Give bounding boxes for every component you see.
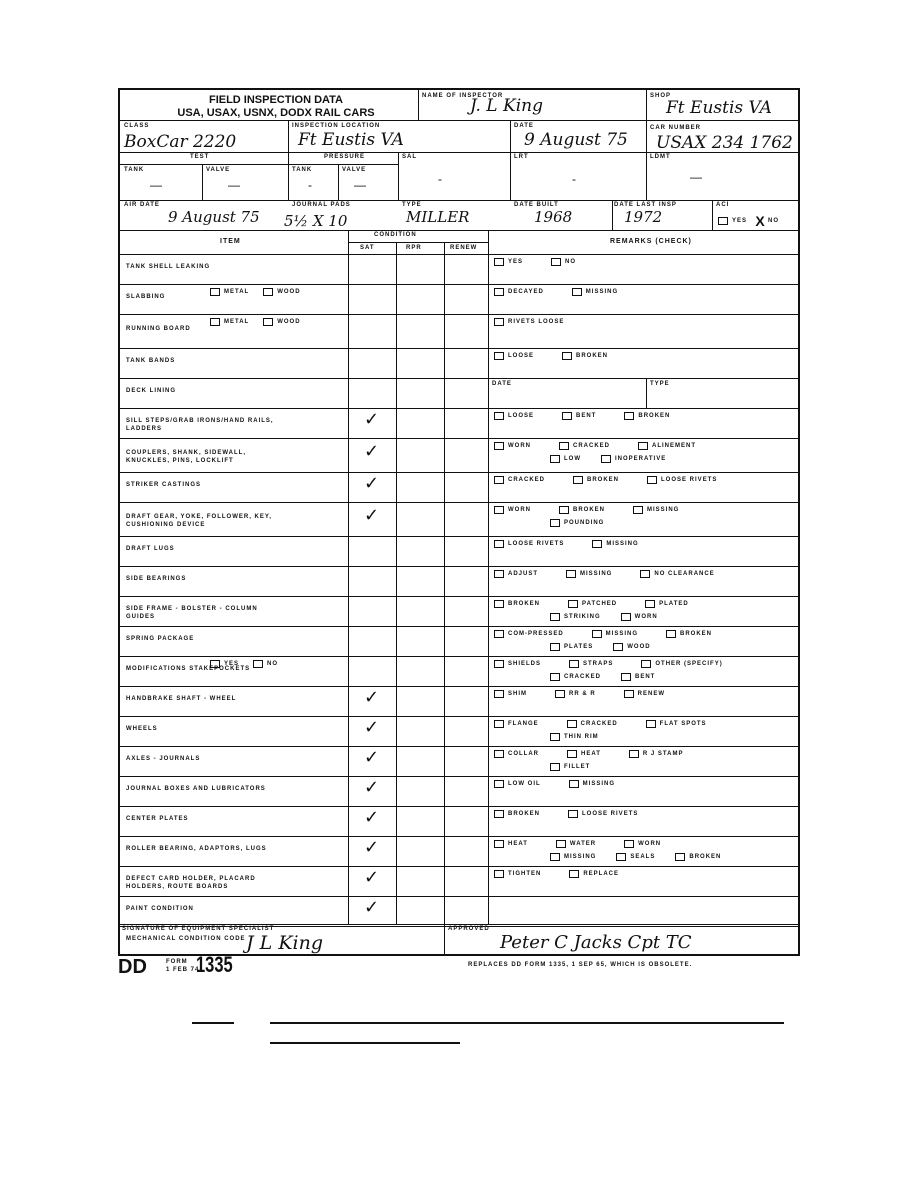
remark-label: YES [508, 259, 524, 265]
inspector-label: NAME OF INSPECTOR [422, 93, 504, 99]
remark-checkbox[interactable] [550, 763, 560, 771]
remark-label: STRAPS [583, 661, 614, 667]
remark-checkbox[interactable] [573, 476, 583, 484]
remark-checkbox[interactable] [494, 318, 504, 326]
specialist-label: SIGNATURE OF EQUIPMENT SPECIALIST [122, 926, 275, 932]
remark-label: SEALS [630, 854, 656, 860]
remark-label: HEAT [581, 751, 601, 757]
remark-label: HEAT [508, 841, 528, 847]
remark-label: BROKEN [576, 353, 609, 359]
remark-checkbox[interactable] [494, 540, 504, 548]
remark-checkbox[interactable] [559, 506, 569, 514]
remark-checkbox[interactable] [613, 643, 623, 651]
row-item-options [210, 660, 278, 668]
dd-mark: DD [118, 956, 147, 978]
remark-label: BROKEN [508, 601, 541, 607]
remark-checkbox[interactable] [494, 690, 504, 698]
sat-check-mark[interactable]: ✓ [364, 441, 380, 462]
item-option-label: METAL [224, 319, 250, 325]
row-remarks [550, 673, 655, 681]
row-remarks [494, 352, 608, 360]
shop-label: SHOP [650, 93, 672, 99]
sat-check-mark[interactable]: ✓ [364, 505, 380, 526]
replaces-note: REPLACES DD FORM 1335, 1 SEP 65, WHICH IS OBSOLETE. [468, 962, 693, 968]
date-built-label: DATE BUILT [514, 202, 559, 208]
remark-label: RENEW [637, 691, 666, 697]
remark-checkbox[interactable] [592, 540, 602, 548]
item-option-label: WOOD [277, 289, 301, 295]
remarks-header: REMARKS (CHECK) [610, 238, 692, 245]
remark-label: FILLET [564, 764, 591, 770]
remark-label: COM-PRESSED [508, 631, 564, 637]
underline-short [192, 1022, 234, 1024]
row-item-label: COUPLERS, SHANK, SIDEWALL, KNUCKLES, PINS, LOCKLIFT [126, 450, 247, 464]
ldmt-value[interactable]: — [690, 170, 702, 184]
remark-checkbox[interactable] [559, 442, 569, 450]
remark-checkbox[interactable] [624, 840, 634, 848]
remark-checkbox[interactable] [494, 288, 504, 296]
row-item-label: DRAFT LUGS [126, 546, 175, 552]
remark-checkbox[interactable] [616, 853, 626, 861]
row-item-label: RUNNING BOARD [126, 326, 191, 332]
remark-checkbox[interactable] [641, 660, 651, 668]
remark-checkbox[interactable] [647, 476, 657, 484]
date-built-value[interactable]: 1968 [534, 208, 573, 226]
test-valve-label: VALVE [206, 167, 231, 173]
sat-check-mark[interactable]: ✓ [364, 777, 380, 798]
remark-label: TIGHTEN [508, 871, 542, 877]
remark-label: COLLAR [508, 751, 539, 757]
remark-checkbox[interactable] [568, 810, 578, 818]
lrt-label: LRT [514, 154, 529, 160]
row-item-label: SILL STEPS/GRAB IRONS/HAND RAILS, LADDERS [126, 418, 274, 432]
underline-long [270, 1022, 784, 1024]
remark-checkbox[interactable] [592, 630, 602, 638]
row-item-label: SPRING PACKAGE [126, 636, 195, 642]
row-remarks [494, 258, 576, 266]
date-last-insp-label: DATE LAST INSP [614, 202, 677, 208]
row-item-label: AXLES - JOURNALS [126, 756, 201, 762]
remark-checkbox[interactable] [567, 720, 577, 728]
item-option-checkbox[interactable] [210, 288, 220, 296]
inspector-value[interactable]: J. L King [470, 96, 543, 116]
remark-checkbox[interactable] [550, 519, 560, 527]
remark-checkbox[interactable] [566, 570, 576, 578]
remark-label: WORN [638, 841, 662, 847]
row-item-label: MECHANICAL CONDITION CODE [126, 936, 246, 942]
remark-checkbox[interactable] [555, 690, 565, 698]
remark-label: BROKEN [638, 413, 671, 419]
remark-label: ALINEMENT [652, 443, 696, 449]
remark-label: SHIELDS [508, 661, 542, 667]
row-item-label: WHEELS [126, 726, 158, 732]
row-remarks [494, 750, 683, 758]
remark-label: LOOSE RIVETS [661, 477, 718, 483]
remark-checkbox[interactable] [494, 570, 504, 578]
row-item-label: DECK LINING [126, 388, 176, 394]
row-item-label: PAINT CONDITION [126, 906, 194, 912]
remark-label: PLATES [564, 644, 594, 650]
row-item-label: SLABBING [126, 294, 166, 300]
item-header: ITEM [220, 238, 241, 245]
row-remarks [494, 506, 679, 514]
remark-label: MISSING [585, 289, 619, 295]
row-remarks [494, 660, 723, 668]
remark-checkbox[interactable] [494, 720, 504, 728]
remark-label: PATCHED [582, 601, 618, 607]
remark-checkbox[interactable] [494, 630, 504, 638]
remark-label: MISSING [582, 781, 616, 787]
remark-label: NO CLEARANCE [654, 571, 715, 577]
form-number: 1335 [196, 952, 233, 977]
sat-check-mark[interactable]: ✓ [364, 897, 380, 918]
form-title [140, 94, 412, 120]
remark-checkbox[interactable] [550, 853, 560, 861]
test-tank-label: TANK [124, 167, 145, 173]
car-number-value[interactable]: USAX 234 1762 [656, 133, 793, 153]
remark-checkbox[interactable] [550, 455, 560, 463]
location-value[interactable]: Ft Eustis VA [298, 130, 404, 150]
pressure-valve-label: VALVE [342, 167, 367, 173]
row-item-label: JOURNAL BOXES AND LUBRICATORS [126, 786, 266, 792]
remark-checkbox[interactable] [494, 442, 504, 450]
row-remarks [494, 720, 707, 728]
sat-check-mark[interactable]: ✓ [364, 747, 380, 768]
remark-label: FLAT SPOTS [659, 721, 707, 727]
remark-label: LOOSE RIVETS [508, 541, 565, 547]
item-option-label: YES [224, 661, 240, 667]
row-remarks [550, 519, 604, 527]
remark-label: R J STAMP [642, 751, 684, 757]
remark-checkbox[interactable] [562, 412, 572, 420]
remark-checkbox[interactable] [638, 442, 648, 450]
aci-yes-label: YES [732, 218, 748, 224]
remark-checkbox[interactable] [621, 673, 631, 681]
remark-checkbox[interactable] [494, 870, 504, 878]
row-remarks [550, 763, 590, 771]
date-last-insp-value[interactable]: 1972 [624, 208, 663, 226]
rpr-header: RPR [406, 245, 422, 251]
remark-checkbox[interactable] [556, 840, 566, 848]
sal-value[interactable]: - [438, 172, 442, 186]
type-label: TYPE [402, 202, 422, 208]
remark-checkbox[interactable] [494, 506, 504, 514]
aci-no-label: NO [768, 218, 780, 224]
remark-label: BROKEN [508, 811, 541, 817]
remark-label: OTHER (SPECIFY) [655, 661, 723, 667]
remark-checkbox[interactable] [494, 750, 504, 758]
row-item-label: SIDE FRAME - BOLSTER - COLUMN GUIDES [126, 606, 258, 620]
remark-label: BROKEN [689, 854, 722, 860]
row-remarks [494, 870, 619, 878]
sat-check-mark[interactable]: ✓ [364, 717, 380, 738]
remark-checkbox[interactable] [494, 600, 504, 608]
row-remarks [550, 733, 599, 741]
aci-options [718, 213, 780, 229]
remark-label: BENT [576, 413, 597, 419]
row-item-label: SIDE BEARINGS [126, 576, 187, 582]
remark-checkbox[interactable] [645, 600, 655, 608]
class-value[interactable]: BoxCar 2220 [124, 132, 237, 152]
remark-checkbox[interactable] [624, 690, 634, 698]
remark-label: SHIM [508, 691, 527, 697]
class-label: CLASS [124, 123, 150, 129]
row-remarks [494, 630, 712, 638]
date-label: DATE [514, 123, 534, 129]
remark-checkbox[interactable] [629, 750, 639, 758]
remark-label: POUNDING [564, 520, 605, 526]
pressure-tank-label: TANK [292, 167, 313, 173]
remark-checkbox[interactable] [562, 352, 572, 360]
remark-checkbox[interactable] [550, 613, 560, 621]
row-remarks [494, 780, 615, 788]
type-value[interactable]: MILLER [406, 208, 470, 226]
row-item-label: CENTER PLATES [126, 816, 189, 822]
remark-checkbox[interactable] [640, 570, 650, 578]
row-remarks [494, 690, 665, 698]
remark-label: WORN [508, 507, 531, 513]
row-remarks [494, 412, 670, 420]
row-item-label: DEFECT CARD HOLDER, PLACARD HOLDERS, ROUTE BOARDS [126, 876, 256, 890]
remark-label: BROKEN [587, 477, 620, 483]
test-valve-value[interactable]: — [228, 178, 240, 192]
remark-label: REPLACE [583, 871, 620, 877]
location-label: INSPECTION LOCATION [292, 123, 381, 129]
remark-checkbox[interactable] [550, 673, 560, 681]
inspection-form [118, 88, 800, 956]
row-remarks [550, 455, 666, 463]
row-remarks [494, 318, 564, 326]
item-option-label: METAL [224, 289, 250, 295]
condition-header: CONDITION [374, 232, 417, 238]
sal-label: SAL [402, 154, 417, 160]
journal-pads-value[interactable]: 5½ X 10 [284, 212, 348, 230]
remark-checkbox[interactable] [633, 506, 643, 514]
row-item-label: STRIKER CASTINGS [126, 482, 202, 488]
deck-lining-type-label: TYPE [650, 381, 670, 387]
remark-label: MISSING [606, 541, 639, 547]
remark-label: RIVETS LOOSE [508, 319, 565, 325]
sat-check-mark[interactable]: ✓ [364, 837, 380, 858]
remark-checkbox[interactable] [550, 643, 560, 651]
item-option-label: NO [267, 661, 279, 667]
remark-checkbox[interactable] [646, 720, 656, 728]
shop-value[interactable]: Ft Eustis VA [666, 98, 772, 118]
remark-label: CRACKED [508, 477, 545, 483]
row-item-label: DRAFT GEAR, YOKE, FOLLOWER, KEY, CUSHIONING DEVICE [126, 514, 272, 528]
remark-checkbox[interactable] [494, 810, 504, 818]
row-remarks [494, 810, 638, 818]
remark-checkbox[interactable] [494, 476, 504, 484]
remark-checkbox[interactable] [666, 630, 676, 638]
form-title-line1: FIELD INSPECTION DATA [208, 94, 344, 106]
test-tank-value[interactable]: — [150, 178, 162, 192]
renew-header: RENEW [450, 245, 478, 251]
aci-no-checkbox[interactable]: X [755, 213, 766, 229]
row-item-label: ROLLER BEARING, ADAPTORS, LUGS [126, 846, 267, 852]
row-remarks [494, 840, 661, 848]
row-remarks [494, 476, 717, 484]
remark-checkbox[interactable] [624, 412, 634, 420]
row-item-options [210, 318, 301, 326]
underline-second [270, 1042, 460, 1044]
lrt-value[interactable]: - [572, 172, 576, 186]
ldmt-label: LDMT [650, 154, 671, 160]
row-remarks [494, 570, 715, 578]
row-remarks [494, 288, 618, 296]
row-remarks [550, 643, 651, 651]
remark-label: BROKEN [680, 631, 713, 637]
item-option-checkbox[interactable] [210, 318, 220, 326]
row-remarks [494, 600, 689, 608]
remark-label: BROKEN [573, 507, 606, 513]
journal-pads-label: JOURNAL PADS [292, 202, 351, 208]
remark-checkbox[interactable] [494, 780, 504, 788]
remark-label: PLATED [659, 601, 689, 607]
remark-checkbox[interactable] [572, 288, 582, 296]
remark-checkbox[interactable] [551, 258, 561, 266]
remark-label: RR & R [569, 691, 596, 697]
approved-signature[interactable]: Peter C Jacks Cpt TC [500, 932, 692, 953]
remark-checkbox[interactable] [550, 733, 560, 741]
item-option-checkbox[interactable] [263, 318, 273, 326]
row-item-label: TANK BANDS [126, 358, 176, 364]
specialist-signature[interactable]: J L King [246, 932, 323, 954]
row-item-label: HANDBRAKE SHAFT - WHEEL [126, 696, 237, 702]
remark-label: WATER [569, 841, 597, 847]
remark-label: NO [565, 259, 577, 265]
remark-label: WOOD [627, 644, 651, 650]
remark-checkbox[interactable] [568, 600, 578, 608]
sat-header: SAT [360, 245, 375, 251]
item-option-checkbox[interactable] [253, 660, 263, 668]
remark-label: LOW OIL [508, 781, 541, 787]
pressure-label: PRESSURE [324, 154, 366, 160]
remark-label: LOOSE RIVETS [582, 811, 639, 817]
remark-checkbox[interactable] [675, 853, 685, 861]
remark-label: LOOSE [508, 353, 535, 359]
remark-checkbox[interactable] [494, 412, 504, 420]
remark-checkbox[interactable] [569, 660, 579, 668]
sat-check-mark[interactable]: ✓ [364, 409, 380, 430]
item-option-label: WOOD [277, 319, 301, 325]
approved-label: APPROVED [448, 926, 490, 932]
remark-label: BENT [635, 674, 656, 680]
row-remarks [494, 540, 639, 548]
remark-label: FLANGE [508, 721, 539, 727]
air-date-label: AIR DATE [124, 202, 160, 208]
remark-checkbox[interactable] [601, 455, 611, 463]
remark-label: CRACKED [564, 674, 601, 680]
remark-label: MISSING [580, 571, 613, 577]
deck-lining-date-label: DATE [492, 381, 512, 387]
remark-label: THIN RIM [564, 734, 599, 740]
item-option-checkbox[interactable] [210, 660, 220, 668]
date-value[interactable]: 9 August 75 [524, 130, 628, 150]
row-item-label: TANK SHELL LEAKING [126, 264, 211, 270]
form-info [166, 958, 199, 974]
remark-checkbox[interactable] [494, 352, 504, 360]
remark-label: WORN [508, 443, 531, 449]
sat-check-mark[interactable]: ✓ [364, 473, 380, 494]
remark-checkbox[interactable] [567, 750, 577, 758]
remark-label: LOOSE [508, 413, 535, 419]
remark-label: ADJUST [508, 571, 539, 577]
row-remarks [494, 442, 696, 450]
sat-check-mark[interactable]: ✓ [364, 807, 380, 828]
form-title-line2: USA, USAX, USNX, DODX RAIL CARS [177, 107, 375, 119]
aci-label: ACI [716, 202, 730, 208]
row-item-options [210, 288, 301, 296]
remark-checkbox[interactable] [621, 613, 631, 621]
form-word: FORM [166, 959, 188, 965]
pressure-tank-value[interactable]: - [308, 178, 312, 192]
remark-checkbox[interactable] [494, 660, 504, 668]
remark-label: MISSING [605, 631, 639, 637]
remark-label: MISSING [647, 507, 680, 513]
aci-yes-checkbox[interactable] [718, 217, 728, 225]
remark-checkbox[interactable] [494, 258, 504, 266]
sat-check-mark[interactable]: ✓ [364, 687, 380, 708]
row-remarks [550, 613, 658, 621]
form-date: 1 FEB 74 [166, 967, 200, 973]
remark-label: CRACKED [580, 721, 618, 727]
test-label: TEST [190, 154, 210, 160]
item-option-checkbox[interactable] [263, 288, 273, 296]
remark-label: WORN [634, 614, 658, 620]
remark-label: INOPERATIVE [615, 456, 667, 462]
row-remarks [550, 853, 721, 861]
sat-check-mark[interactable]: ✓ [364, 867, 380, 888]
pressure-valve-value[interactable]: — [354, 178, 366, 192]
remark-checkbox[interactable] [569, 870, 579, 878]
remark-checkbox[interactable] [569, 780, 579, 788]
remark-checkbox[interactable] [494, 840, 504, 848]
remark-label: CRACKED [573, 443, 610, 449]
remark-label: LOW [564, 456, 581, 462]
air-date-value[interactable]: 9 August 75 [168, 208, 260, 226]
row-item-label: MODIFICATIONS STAKEPOCKETS [126, 666, 251, 672]
remark-label: MISSING [564, 854, 597, 860]
remark-label: DECAYED [508, 289, 544, 295]
remark-label: STRIKING [564, 614, 601, 620]
car-number-label: CAR NUMBER [650, 125, 701, 131]
